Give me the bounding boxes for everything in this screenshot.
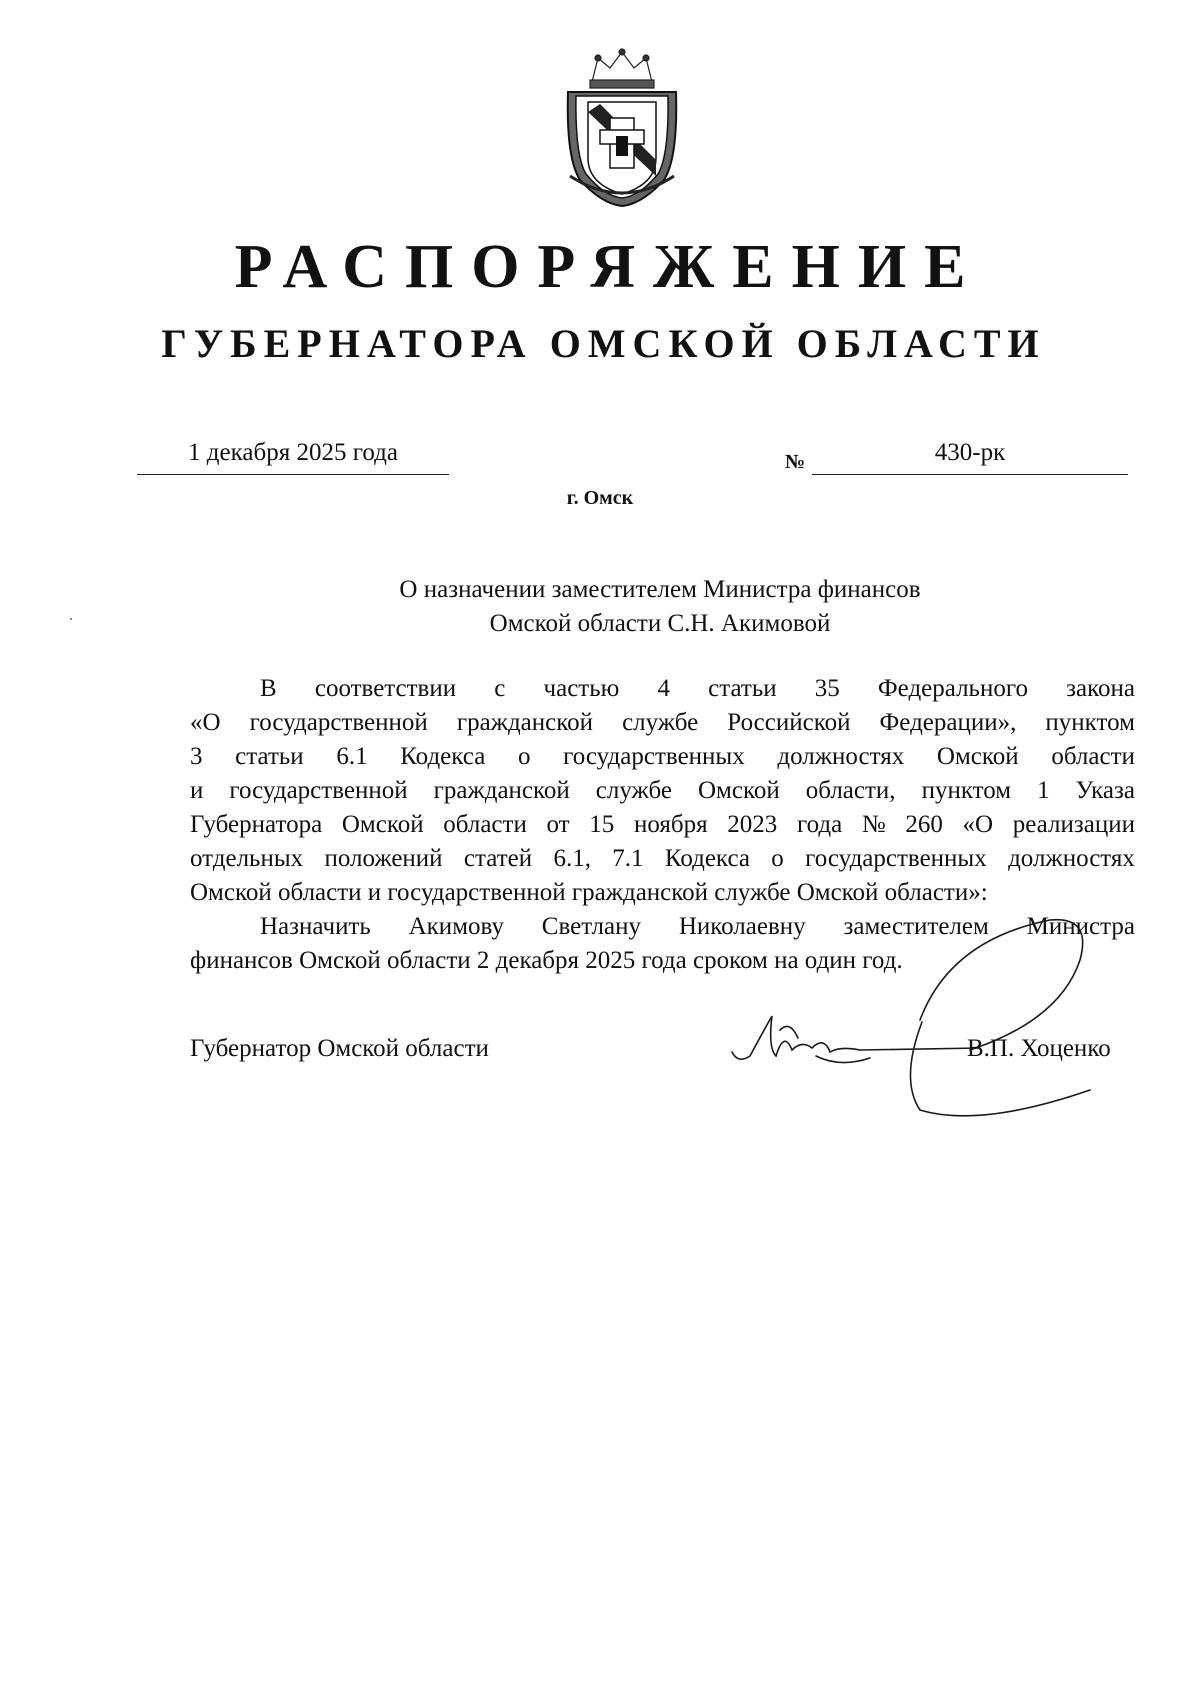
document-subject	[290, 573, 1030, 641]
body-word: и	[190, 777, 204, 804]
body-word: Министра	[1026, 913, 1135, 940]
body-word: Федерального	[877, 675, 1028, 702]
body-word: 2023	[727, 811, 778, 838]
document-title: РАСПОРЯЖЕНИЕ	[234, 233, 984, 301]
body-word: Федерации»,	[879, 709, 1017, 736]
body-word: статьи	[708, 675, 777, 702]
document-number: 430-рк	[812, 438, 1128, 475]
subject-line: О назначении заместителем Министра финансов	[399, 576, 921, 603]
body-word: 6.1	[336, 743, 368, 770]
body-word: закона	[1066, 675, 1135, 702]
body-word: государственной	[249, 709, 428, 736]
body-word: Губернатора	[190, 811, 323, 838]
body-word: 4	[657, 675, 670, 702]
body-line: Омской области и государственной гражданской службе Омской области»:	[190, 879, 988, 906]
body-word: 35	[814, 675, 840, 702]
body-word: Омской	[697, 777, 780, 804]
body-word: с	[494, 675, 506, 702]
coat-of-arms-emblem	[558, 48, 686, 208]
body-word: Акимову	[408, 913, 504, 940]
body-word: Кодекса	[664, 845, 750, 872]
body-word: ноября	[633, 811, 708, 838]
body-line	[190, 842, 1135, 876]
body-word: №	[861, 811, 886, 838]
body-line: финансов Омской области 2 декабря 2025 года сроком на один год.	[190, 947, 903, 974]
handwritten-signature	[720, 880, 1140, 1130]
body-word: пунктом	[921, 777, 1012, 804]
body-word: службе	[595, 777, 672, 804]
body-word: 7.1	[612, 845, 644, 872]
body-word: «О	[190, 709, 221, 736]
body-word: реализации	[1012, 811, 1135, 838]
body-word: Николаевну	[678, 913, 806, 940]
body-word: 1	[1037, 777, 1050, 804]
body-word: частью	[543, 675, 620, 702]
body-word: 6.1,	[553, 845, 591, 872]
body-word: Российской	[727, 709, 851, 736]
body-word: года	[796, 811, 843, 838]
body-word: 260	[905, 811, 943, 838]
body-word: государственных	[805, 845, 987, 872]
body-word: государственных	[563, 743, 745, 770]
body-word: должностях	[777, 743, 905, 770]
body-word: статьи	[235, 743, 304, 770]
body-word: пунктом	[1045, 709, 1135, 736]
body-word: от	[546, 811, 570, 838]
body-line	[190, 706, 1135, 740]
body-word: статей	[463, 845, 533, 872]
body-word: должностях	[1008, 845, 1135, 872]
body-word: положений	[324, 845, 443, 872]
body-word: Кодекса	[400, 743, 486, 770]
body-word: «О	[962, 811, 994, 838]
body-word: гражданской	[433, 777, 570, 804]
body-word: Омской	[936, 743, 1019, 770]
body-line	[190, 740, 1135, 774]
body-word: области,	[805, 777, 896, 804]
body-word: о	[517, 743, 531, 770]
body-word: заместителем	[843, 913, 989, 940]
body-word: о	[771, 845, 784, 872]
body-line	[190, 774, 1135, 808]
body-word: соответствии	[314, 675, 457, 702]
body-word: 3	[190, 743, 203, 770]
body-word: гражданской	[456, 709, 594, 736]
body-line	[190, 808, 1135, 842]
signatory-position: Губернатор Омской области	[190, 1035, 489, 1062]
body-word: В	[260, 675, 277, 702]
body-word: Омской	[341, 811, 424, 838]
body-line	[190, 672, 1135, 706]
document-date: 1 декабря 2025 года	[137, 438, 449, 475]
document-issuer: ГУБЕРНАТОРА ОМСКОЙ ОБЛАСТИ	[161, 321, 1046, 366]
signatory-name: В.П. Хоценко	[967, 1035, 1111, 1062]
body-word: отдельных	[190, 845, 304, 872]
body-word: Указа	[1075, 777, 1135, 804]
body-word: государственной	[229, 777, 408, 804]
body-word: области	[1051, 743, 1135, 770]
body-word: области	[443, 811, 527, 838]
number-label: №	[785, 451, 806, 473]
body-word: Назначить	[260, 913, 371, 940]
scan-speck	[70, 618, 72, 620]
subject-line: Омской области С.Н. Акимовой	[489, 610, 831, 637]
body-word: службе	[622, 709, 699, 736]
document-city: г. Омск	[566, 487, 634, 509]
body-word: 15	[589, 811, 615, 838]
body-word: Светлану	[541, 913, 641, 940]
